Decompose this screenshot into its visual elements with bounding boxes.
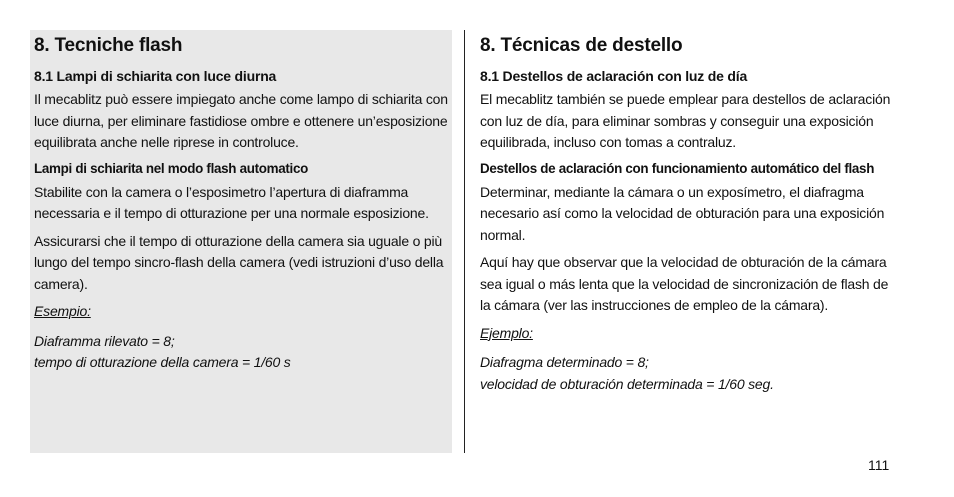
spanish-paragraph-1: Determinar, mediante la cámara o un exposímetro, el diafragma necesario así como la velocidad de obturación para una exposición normal.: [480, 183, 885, 243]
spanish-section-heading: Destellos de aclaración con funcionamiento automático del flash: [480, 160, 875, 176]
spanish-paragraph-2: Aquí hay que observar que la velocidad de obturación de la cámara sea igual o más lenta que la velocidad de sincronización de flash de la cámara (ver las instrucciones de empleo de la cámara).: [480, 254, 889, 313]
spanish-title: 8. Técnicas de destello: [480, 35, 683, 56]
italian-example-line-2: tempo di otturazione della camera = 1/60 s: [34, 354, 291, 370]
spanish-example-line-2: velocidad de obturación determinada = 1/60 seg.: [480, 375, 774, 392]
italian-title: 8. Tecniche flash: [34, 35, 183, 56]
spanish-example-line-1: Diafragma determinado = 8;: [480, 354, 649, 370]
spanish-intro: El mecablitz también se puede emplear para destellos de aclaración con luz de día, para eliminar sombras y conseguir una exposición equilibrada, incluso con tomas a contraluz.: [480, 91, 891, 150]
spanish-column: [480, 30, 900, 395]
column-divider: [464, 30, 465, 453]
spanish-example-label: Ejemplo:: [480, 324, 533, 341]
italian-subtitle: 8.1 Lampi di schiarita con luce diurna: [34, 68, 277, 84]
italian-column: [30, 30, 452, 453]
italian-paragraph-2: Assicurarsi che il tempo di otturazione della camera sia uguale o più lungo del tempo sincro-flash della camera (vedi istruzioni d’uso della camera).: [34, 232, 444, 292]
page-number: 111: [868, 457, 890, 473]
italian-intro: Il mecablitz può essere impiegato anche come lampo di schiarita con luce diurna, per eliminare fastidiose ombre e ottenere un’esposizione equilibrata anche nelle riprese in controluce.: [34, 91, 448, 150]
italian-section-heading: Lampi di schiarita nel modo flash automatico: [34, 160, 309, 176]
italian-example-line-1: Diaframma rilevato = 8;: [34, 332, 175, 349]
italian-example-label: Esempio:: [34, 303, 91, 319]
italian-paragraph-1: Stabilite con la camera o l’esposimetro l’apertura di diaframma necessaria e il tempo di otturazione per una normale esposizione.: [34, 183, 429, 221]
spanish-subtitle: 8.1 Destellos de aclaración con luz de día: [480, 68, 748, 84]
